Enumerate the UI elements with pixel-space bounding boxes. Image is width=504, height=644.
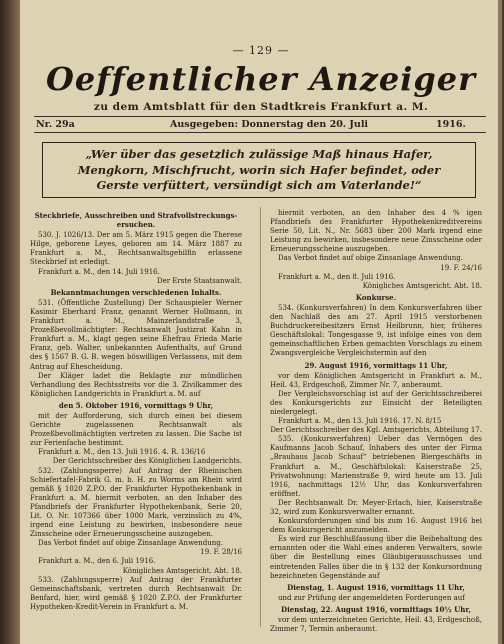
date-line: Frankfurt a. M., den 14. Juli 1916. bbox=[38, 267, 160, 276]
signature: Der Erste Staatsanwalt. bbox=[156, 276, 242, 285]
notice-535-text: Es wird zur Beschlußfassung über die Beibehaltung des ernannten oder die Wahl eines anderen Verwalters, sowie über die Bestellung eines Gläubigerausschusses und eintretenden Falles über die in § 132 der Konkursordnung bezeichneten Gegenstände auf bbox=[270, 535, 482, 580]
section-heading: Bekanntmachungen verschiedenen Inhalts. bbox=[50, 287, 222, 297]
file-number: 19. F. 28/16 bbox=[200, 548, 242, 557]
issue-number: Nr. 29a bbox=[36, 119, 75, 130]
date-line: Frankfurt a. M., den 13. Juli 1916. 17. N. 8/15 bbox=[278, 417, 442, 426]
notice-534: 534. (Konkursverfahren) In dem Konkursverfahren über den Nachlaß des am 27. April 1915 verstorbenen Buchdruckereibesitzers Ernst Heilbrunn, hier, früheres Geschäftslokal: Tongesgasse 9, ist infolge eines von dem gemeinschaftlichen Erben gemachten Vorschlags zu einem Zwangsvergleiche Vergleichstermin auf den bbox=[270, 303, 482, 358]
notice-531-text: Der Kläger ladet die Beklagte zur mündlichen Verhandlung des Rechtsstreits vor die 3. Zivilkammer des Königlichen Landgerichts in Frankfurt a. M. auf bbox=[30, 371, 242, 398]
notice-532: 532. (Zahlungssperre) Auf Antrag der Rheinischen Schiefertafel-Fabrik G. m. b. H. zu Worms am Rhein wird gemäß § 1020 Z.P.O. der Frankfurter Hypothekenbank in Frankfurt a. M. hiermit verboten, an den Inhaber des Pfandbriefs der Frankfurter Hypothekenbank, Serie 20, Lit. O. Nr. 107366 über 1000 Mark, verzinslich zu 4%, irgend eine Leistung zu bewirken, insbesondere neue Zinsscheine oder Erneuerungsscheine auszugeben. bbox=[30, 466, 242, 539]
notice-533: 533. (Zahlungssperre) Auf Antrag der Frankfurter Gemeinschaftsbank, vertreten durch Rechtsanwalt Dr. Benfard, hier, wird gemäß § 1020 Z.P.O. der Frankfurter Hypotheken-Kredit-Verein in Frankfurt a. M. bbox=[30, 575, 242, 611]
date-line: Frankfurt a. M., den 6. Juli 1916. bbox=[38, 557, 156, 566]
date-line: Frankfurt a. M., den 8. Juli 1916. bbox=[278, 272, 396, 281]
newspaper-page bbox=[20, 0, 502, 644]
notice-535: 535. (Konkursverfahren) Ueber das Vermögen des Kaufmanns Jacob Schauf, Inhabers des unter der Firma „Brauhaus Jacob Schauf“ betriebenen Biergeschäfts in Frankfurt a. M., Geschäftslokal: Kaiserstraße 25, Privatwohnung: Marienstraße 9, wird heute am 13. Juli 1916, nachmittags 12½ Uhr, das Konkursverfahren eröffnet. bbox=[270, 435, 482, 498]
signature: Der Gerichtsschreiber des Kgl. Amtsgerichts, Abteilung 17. bbox=[270, 426, 482, 435]
date-line: Frankfurt a. M., den 13. Juli 1916. 4. R. 136/16 bbox=[38, 448, 206, 457]
notice-530: 530. J. 1026/13. Der am 5. März 1915 gegen die Therese Hilge, geborene Leyes, geboren am 14. März 1887 zu Frankfurt a. M., Rechtsanwaltsgehilfin erlassene Steckbrief ist erledigt. bbox=[30, 231, 242, 267]
notice-533-text: hiermit verboten, an den Inhaber des 4 % igen Pfandbriefs des Frankfurter Hypothekenkreditvereins Serie 50, Lit. N., Nr. 5683 über 200 Mark irgend eine Leistung zu bewirken, insbesondere neue Zinsscheine oder Erneuerungsscheine auszugeben. bbox=[270, 209, 482, 254]
column-divider bbox=[260, 207, 261, 627]
notice-533-text: Das Verbot findet auf obige Zinsanlage Anwendung. bbox=[278, 254, 463, 263]
meta-rule bbox=[34, 132, 486, 133]
signature: Königliches Amtsgericht. Abt. 18. bbox=[362, 281, 482, 290]
right-column bbox=[270, 209, 482, 634]
notice-535-text: vor dem unterzeichneten Gerichte, Heil. 43, Erdgeschoß, Zimmer 7, Termin anberaumt. bbox=[270, 616, 482, 634]
section-heading: Konkurse. bbox=[355, 292, 397, 302]
notice-line: Gerste verfüttert, versündigt sich am Vaterlande!“ bbox=[96, 178, 422, 192]
hearing-date: Dienstag, 1. August 1916, vormittags 11 Uhr, bbox=[287, 582, 465, 592]
top-rule bbox=[34, 116, 486, 117]
notice-531-text: mit der Aufforderung, sich durch einen bei diesem Gerichte zugelassenen Rechtsanwalt als Prozeßbevollmächtigten vertreten zu lassen. Die Sache ist zur Ferienfache bestimmt. bbox=[30, 411, 242, 448]
book-binding bbox=[0, 0, 20, 644]
notice-535-text: Der Rechtsanwalt Dr. Meyer-Erlach, hier, Kaiserstraße 32, wird zum Konkursverwalter ernannt. bbox=[270, 498, 482, 516]
notice-line: Mengkorn, Mischfrucht, worin sich Hafer befindet, oder bbox=[77, 162, 441, 177]
notice-535-text: Konkursforderungen sind bis zum 16. August 1916 bei dem Konkursgericht anzumelden. bbox=[270, 517, 482, 535]
hearing-date: 29. August 1916, vormittags 11 Uhr, bbox=[304, 360, 448, 370]
notice-534-text: vor dem Königlichen Amtsgericht in Frankfurt a. M., Heil. 43, Erdgeschoß, Zimmer Nr. 7, anberaumt. bbox=[270, 371, 482, 389]
section-heading: Steckbriefe, Ausschreiben und Strafvollstreckungs-ersuchen. bbox=[34, 211, 238, 230]
notice-535-text: und zur Prüfung der angemeldeten Forderungen auf bbox=[278, 593, 465, 602]
issue-year: 1916. bbox=[436, 119, 466, 130]
notice-531: 531. (Öffentliche Zustellung) Der Schauspieler Werner Kasimir Eberhard Franz, genannt Werner Hollmann, in Frankfurt a. M., Mainzerlandstraße 3, Prozeßbevollmächtigter: Rechtsanwalt Justizrat Kahn in Frankfurt a. M., klagt gegen seine Ehefrau Frieda Marie Franz, geb. Walter, unbekannten Aufenthalts, auf Grund des § 1567 B. G. B. wegen böswilligen Verlassens, mit dem Antrag auf Ehescheidung. bbox=[30, 298, 242, 371]
masthead-subtitle: zu dem Amtsblatt für den Stadtkreis Frankfurt a. M. bbox=[93, 101, 429, 113]
notice-line: „Wer über das gesetzlich zulässige Maß hinaus Hafer, bbox=[85, 147, 433, 161]
signature: Der Gerichtsschreiber des Königlichen Landgerichts. bbox=[52, 457, 242, 466]
masthead-title: Oeffentlicher Anzeiger bbox=[46, 60, 476, 98]
notice-534-text: Der Vergleichsvorschlag ist auf der Gerichtsschreiberei des Konkursgerichts zur Einsicht der Beteiligten niedergelegt. bbox=[270, 389, 482, 416]
hearing-date: Dienstag, 22. August 1916, vormittags 10½ Uhr, bbox=[281, 604, 471, 614]
left-column bbox=[30, 209, 242, 612]
signature: Königliches Amtsgericht. Abt. 18. bbox=[122, 566, 242, 575]
hearing-date: den 5. Oktober 1916, vormittags 9 Uhr, bbox=[58, 400, 214, 410]
notice-box bbox=[42, 142, 476, 198]
notice-532-text: Das Verbot findet auf obige Zinsanlage Anwendung. bbox=[38, 539, 223, 548]
file-number: 19. F. 24/16 bbox=[440, 263, 482, 272]
issue-date: Ausgegeben: Donnerstag den 20. Juli bbox=[170, 119, 369, 130]
page-number: — 129 — bbox=[232, 44, 290, 57]
